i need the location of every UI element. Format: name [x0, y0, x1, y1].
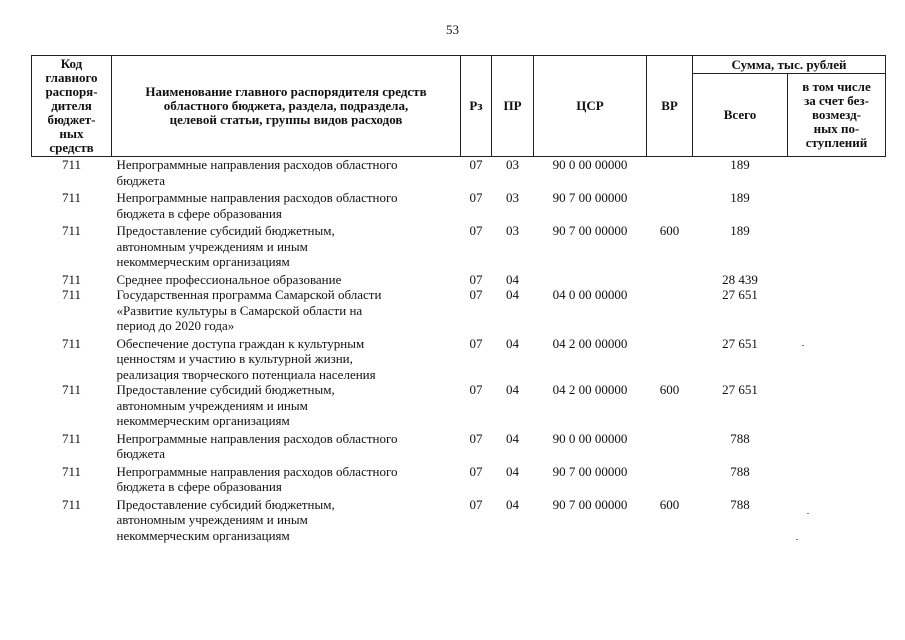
cell-total: 27 651	[722, 382, 758, 397]
cell-total: 788	[730, 496, 750, 512]
header-sum: Сумма, тыс. рублей	[693, 56, 886, 74]
cell-code: 711	[61, 430, 82, 446]
cell-pr: 03	[506, 157, 519, 172]
header-total: Всего	[693, 74, 788, 157]
cell-code: 711	[61, 382, 82, 397]
cell-csr: 90 7 00 00000	[552, 496, 628, 512]
cell-total: 189	[730, 223, 750, 238]
header-code: Код главного распоря- дителя бюджет- ных средств	[32, 56, 112, 157]
cell-pr: 04	[506, 463, 519, 479]
cell-code: 711	[61, 223, 82, 238]
cell-incl	[788, 188, 886, 221]
cell-csr: 90 7 00 00000	[552, 190, 628, 205]
cell-code: 711	[61, 496, 82, 512]
table-row	[32, 495, 886, 544]
cell-csr: 90 0 00 00000	[552, 430, 628, 446]
header-rz: Рз	[461, 56, 492, 157]
cell-rz: 07	[469, 223, 483, 238]
cell-incl	[788, 287, 886, 334]
cell-name: Непрограммные направления расходов областного бюджета в сфере образования	[116, 190, 398, 221]
cell-code: 711	[61, 271, 82, 287]
cell-rz: 07	[469, 496, 483, 512]
cell-rz: 07	[469, 271, 483, 287]
cell-csr: 04 2 00 00000	[552, 335, 628, 351]
cell-total: 189	[730, 157, 750, 172]
cell-pr: 04	[506, 430, 519, 446]
cell-code: 711	[61, 287, 82, 302]
cell-incl	[788, 221, 886, 270]
cell-name: Обеспечение доступа граждан к культурным ценностям и участию в культурной жизни, реализация творческого потенциала населения	[116, 335, 376, 382]
scan-speck	[796, 539, 798, 540]
table-body	[32, 157, 886, 544]
cell-incl	[788, 462, 886, 495]
cell-pr: 04	[506, 271, 519, 287]
budget-table	[31, 55, 886, 543]
cell-vr	[647, 429, 693, 462]
cell-rz: 07	[469, 335, 483, 351]
cell-pr: 03	[506, 190, 519, 205]
cell-name: Среднее профессиональное образование	[116, 271, 342, 287]
cell-rz: 07	[469, 287, 483, 302]
table-row	[32, 157, 886, 189]
table-row	[32, 221, 886, 270]
cell-pr: 04	[506, 287, 519, 302]
scan-speck	[802, 345, 804, 346]
cell-incl	[788, 495, 886, 544]
cell-csr: 90 0 00 00000	[552, 157, 628, 172]
header-csr: ЦСР	[534, 56, 647, 157]
cell-csr: 90 7 00 00000	[552, 463, 628, 479]
table-row	[32, 188, 886, 221]
header-vr: ВР	[647, 56, 693, 157]
cell-pr: 03	[506, 223, 519, 238]
cell-name: Непрограммные направления расходов областного бюджета	[116, 430, 398, 461]
cell-rz: 07	[469, 463, 483, 479]
cell-rz: 07	[469, 430, 483, 446]
cell-pr: 04	[506, 335, 519, 351]
cell-incl	[788, 157, 886, 189]
header-incl: в том числе за счет без- возмезд- ных по- ступлений	[788, 74, 886, 157]
table-row	[32, 382, 886, 429]
cell-incl	[788, 382, 886, 429]
cell-name: Непрограммные направления расходов областного бюджета	[116, 157, 398, 188]
cell-incl	[788, 429, 886, 462]
cell-vr: 600	[659, 382, 680, 397]
cell-vr	[647, 188, 693, 221]
cell-total: 788	[730, 463, 750, 479]
cell-csr: 90 7 00 00000	[552, 223, 628, 238]
cell-vr	[647, 287, 693, 334]
table-row	[32, 462, 886, 495]
cell-vr	[647, 270, 693, 288]
table-header	[32, 56, 886, 157]
cell-total: 28 439	[722, 271, 758, 287]
cell-code: 711	[61, 335, 82, 351]
cell-csr	[534, 270, 647, 288]
cell-total: 27 651	[722, 287, 758, 302]
cell-vr: 600	[659, 496, 680, 512]
cell-vr	[647, 334, 693, 383]
cell-rz: 07	[469, 190, 483, 205]
cell-csr: 04 0 00 00000	[552, 287, 628, 302]
table-row	[32, 334, 886, 383]
cell-name: Государственная программа Самарской области «Развитие культуры в Самарской области на период до 2020 года»	[116, 287, 382, 333]
cell-code: 711	[61, 463, 82, 479]
cell-vr	[647, 462, 693, 495]
cell-vr: 600	[659, 223, 680, 238]
cell-incl	[788, 334, 886, 383]
page-number: 53	[446, 22, 459, 37]
cell-csr: 04 2 00 00000	[552, 382, 628, 397]
cell-total: 27 651	[722, 335, 758, 351]
header-name: Наименование главного распорядителя средств областного бюджета, раздела, подраздела, целевой статьи, группы видов расходов	[112, 56, 461, 157]
cell-pr: 04	[506, 496, 519, 512]
cell-name: Предоставление субсидий бюджетным, автономным учреждениям и иным некоммерческим организациям	[116, 223, 335, 269]
scan-speck	[807, 513, 809, 514]
table-row	[32, 287, 886, 334]
cell-rz: 07	[469, 382, 483, 397]
cell-name: Предоставление субсидий бюджетным, автономным учреждениям и иным некоммерческим организациям	[116, 382, 335, 428]
table-row	[32, 270, 886, 288]
cell-total: 788	[730, 430, 750, 446]
cell-name: Предоставление субсидий бюджетным, автономным учреждениям и иным некоммерческим организациям	[116, 496, 335, 543]
cell-pr: 04	[506, 382, 519, 397]
cell-total: 189	[730, 190, 750, 205]
cell-rz: 07	[469, 157, 483, 172]
cell-code: 711	[61, 190, 82, 205]
cell-vr	[647, 157, 693, 189]
cell-code: 711	[61, 157, 82, 172]
header-pr: ПР	[492, 56, 534, 157]
table-row	[32, 429, 886, 462]
cell-name: Непрограммные направления расходов областного бюджета в сфере образования	[116, 463, 398, 494]
cell-incl	[788, 270, 886, 288]
